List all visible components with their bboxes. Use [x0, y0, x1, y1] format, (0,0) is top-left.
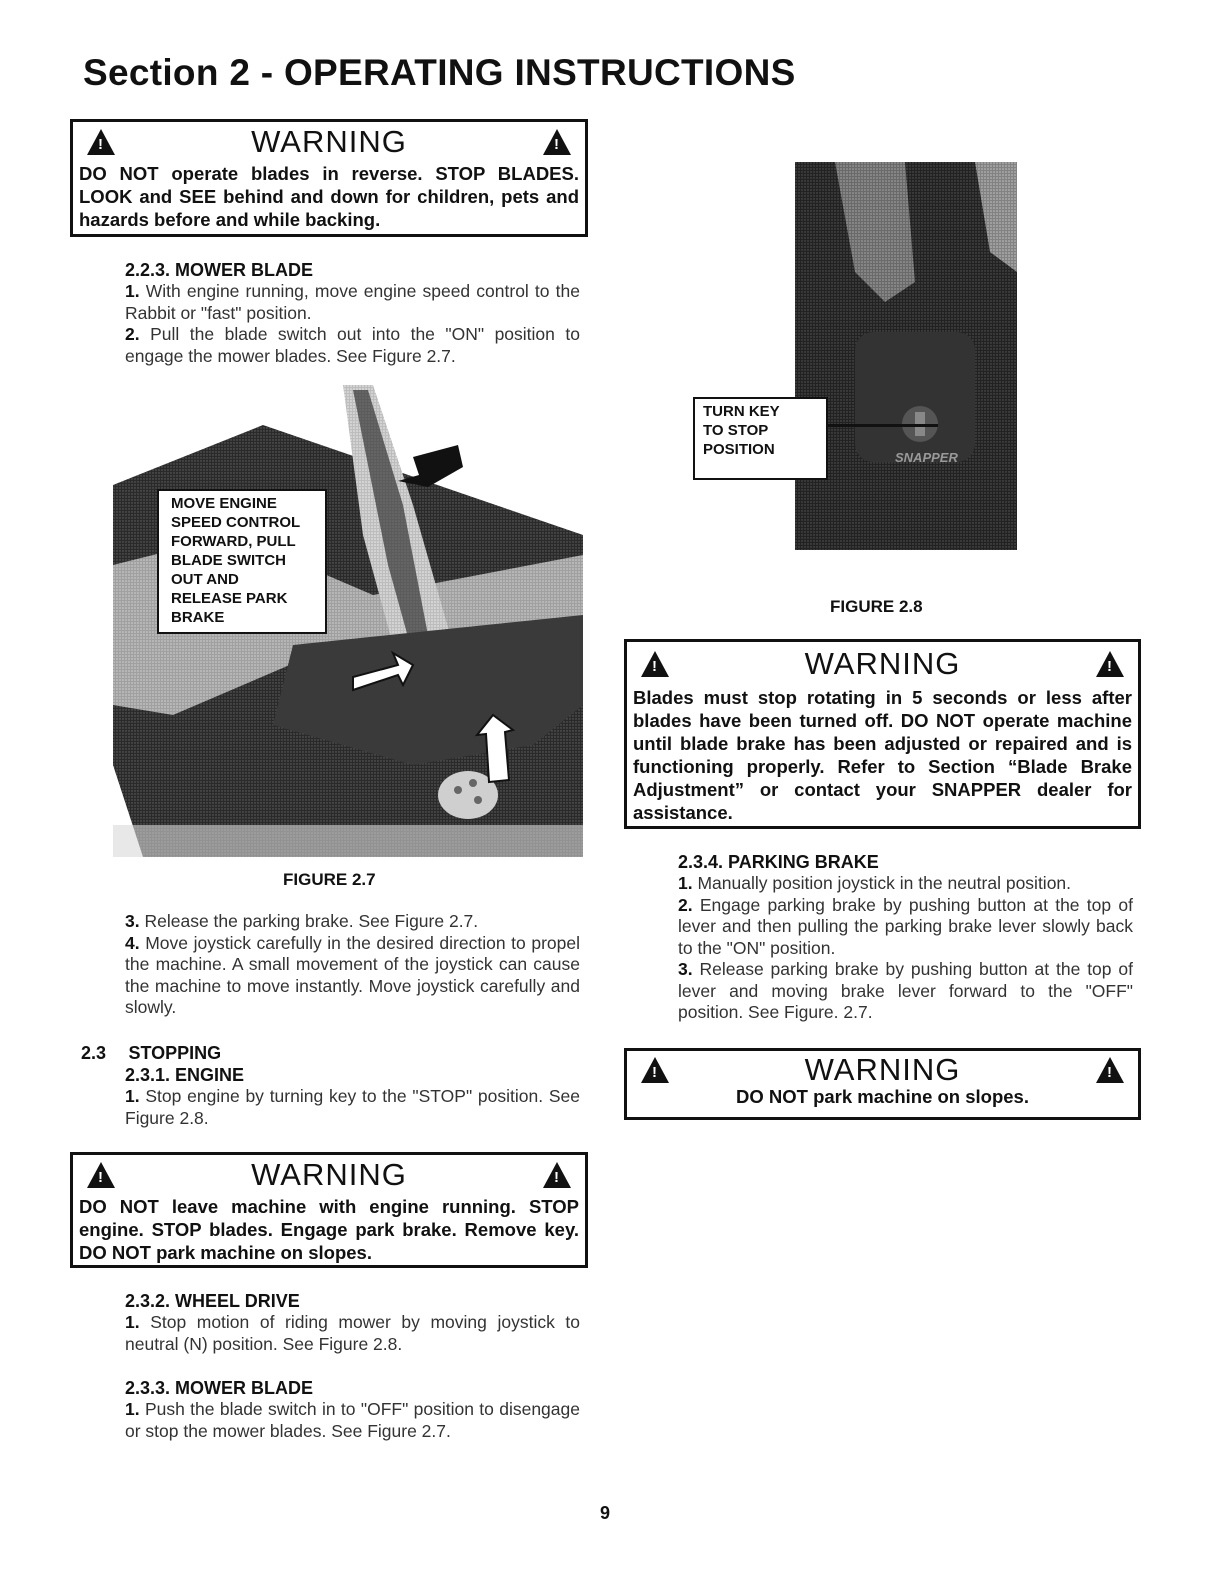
warning-title: WARNING — [251, 124, 407, 159]
warning-header — [79, 1155, 579, 1195]
callout-line: RELEASE PARK — [171, 590, 288, 607]
step-number: 1. — [125, 1086, 140, 1106]
warning-triangle-icon — [641, 651, 669, 677]
section-2-3-2 — [125, 1291, 580, 1355]
brand-label: SNAPPER — [895, 450, 958, 465]
subsection-heading: 2.2.3. MOWER BLADE — [125, 260, 314, 280]
warning-box-slopes — [624, 1048, 1141, 1120]
callout-line: TO STOP — [703, 422, 769, 439]
figure-2-7-photo — [113, 385, 583, 857]
step-4 — [125, 933, 580, 1019]
warning-triangle-icon — [543, 1162, 571, 1188]
warning-text: DO NOT park machine on slopes. — [736, 1086, 1029, 1107]
warning-box-reverse — [70, 119, 588, 237]
callout-line: MOVE ENGINE — [171, 495, 277, 512]
warning-title: WARNING — [804, 646, 961, 681]
step-text: Manually position joystick in the neutral position. — [697, 873, 1072, 893]
warning-triangle-icon — [87, 129, 115, 155]
warning-triangle-icon — [641, 1057, 669, 1083]
subsection-heading: 2.3.2. WHEEL DRIVE — [125, 1291, 300, 1311]
step-number: 3. — [678, 959, 693, 979]
warning-header — [633, 1051, 1132, 1089]
warning-triangle-icon — [87, 1162, 115, 1188]
section-2-3-heading — [81, 1043, 221, 1064]
step-text: Stop motion of riding mower by moving joystick to neutral (N) position. See Figure 2.8. — [125, 1312, 580, 1354]
step-number: 2. — [678, 894, 693, 915]
step-2 — [678, 895, 1133, 960]
callout-line: TURN KEY — [703, 403, 780, 420]
step-text: Engage parking brake by pushing button at the top of lever and then pulling the parking brake lever slowly back to the "ON" position. — [678, 894, 1133, 958]
step-1 — [125, 1086, 580, 1129]
step-number: 1. — [125, 1399, 140, 1419]
callout-leader-line — [828, 424, 938, 427]
subsection-heading: 2.3.1. ENGINE — [125, 1065, 245, 1085]
figure-2-8-callout — [693, 397, 828, 480]
step-text: Pull the blade switch out into the "ON" position to engage the mower blades. See Figure 2.7. — [125, 324, 580, 366]
section-number: 2.3 — [81, 1043, 107, 1063]
callout-line: BRAKE — [171, 609, 225, 626]
step-1 — [125, 281, 580, 324]
step-text: Stop engine by turning key to the "STOP" position. See Figure 2.8. — [125, 1086, 580, 1128]
steps-3-4 — [125, 911, 580, 1019]
step-3 — [678, 959, 1133, 1024]
warning-triangle-icon — [543, 129, 571, 155]
section-2-3-3 — [125, 1378, 580, 1442]
warning-box-blade-stop — [624, 639, 1141, 829]
step-text: Move joystick carefully in the desired direction to propel the machine. A small movement of the joystick can cause the machine to move instantly. Move joystick carefully and slowly. — [125, 932, 580, 1017]
warning-triangle-icon — [1096, 651, 1124, 677]
page-number: 9 — [600, 1503, 611, 1523]
figure-2-8-caption: FIGURE 2.8 — [830, 597, 923, 616]
step-number: 1. — [125, 1312, 140, 1332]
callout-line: FORWARD, PULL — [171, 533, 296, 550]
figure-2-8-photo — [795, 162, 1017, 550]
step-number: 1. — [678, 873, 693, 893]
warning-title: WARNING — [251, 1157, 407, 1192]
warning-header — [633, 642, 1132, 686]
step-1 — [678, 873, 1133, 895]
section-2-2-3 — [125, 260, 580, 367]
subsection-heading: 2.3.4. PARKING BRAKE — [678, 852, 879, 872]
step-2 — [125, 324, 580, 367]
step-3 — [125, 911, 580, 933]
section-heading: STOPPING — [128, 1043, 222, 1063]
step-text: Release parking brake by pushing button at the top of lever and moving brake lever forward to the "OFF" position. See Figure. 2.7. — [678, 959, 1133, 1022]
step-number: 4. — [125, 932, 140, 953]
callout-line: OUT AND — [171, 571, 239, 588]
callout-line: BLADE SWITCH — [171, 552, 286, 569]
subsection-heading: 2.3.3. MOWER BLADE — [125, 1378, 314, 1398]
figure-2-7-callout — [157, 489, 327, 634]
step-text: Release the parking brake. See Figure 2.7. — [144, 911, 479, 931]
warning-box-engine-running — [70, 1152, 588, 1268]
callout-line: POSITION — [703, 441, 775, 458]
page-title: Section 2 - OPERATING INSTRUCTIONS — [83, 52, 796, 93]
step-text: Push the blade switch in to "OFF" position to disengage or stop the mower blades. See Figure 2.7. — [125, 1399, 580, 1441]
arrow-icon — [398, 445, 463, 487]
warning-triangle-icon — [1096, 1057, 1124, 1083]
step-number: 2. — [125, 324, 140, 344]
step-number: 3. — [125, 911, 140, 931]
figure-2-7-caption: FIGURE 2.7 — [283, 870, 376, 889]
warning-text: DO NOT leave machine with engine running. STOP engine. STOP blades. Engage park brake. Remove key. DO NOT park machine on slopes. — [79, 1196, 579, 1263]
warning-text: Blades must stop rotating in 5 seconds or less after blades have been turned off. DO NOT operate machine until blade brake has been adjusted or repaired and is functioning properly. Refer to Section “Blade Brake Adjustment” or contact your SNAPPER dealer for assistance. — [633, 687, 1132, 823]
warning-text: DO NOT operate blades in reverse. STOP BLADES. LOOK and SEE behind and down for children, pets and hazards before and while backing. — [79, 163, 579, 230]
warning-title: WARNING — [804, 1052, 961, 1087]
step-number: 1. — [125, 281, 140, 301]
warning-header — [79, 122, 579, 162]
step-text: With engine running, move engine speed control to the Rabbit or "fast" position. — [125, 281, 580, 323]
step-1 — [125, 1312, 580, 1355]
step-1 — [125, 1399, 580, 1442]
section-2-3-1 — [125, 1065, 580, 1129]
callout-line: SPEED CONTROL — [171, 514, 301, 531]
section-2-3-4 — [678, 852, 1133, 1024]
ignition-key-illustration — [795, 162, 1017, 550]
